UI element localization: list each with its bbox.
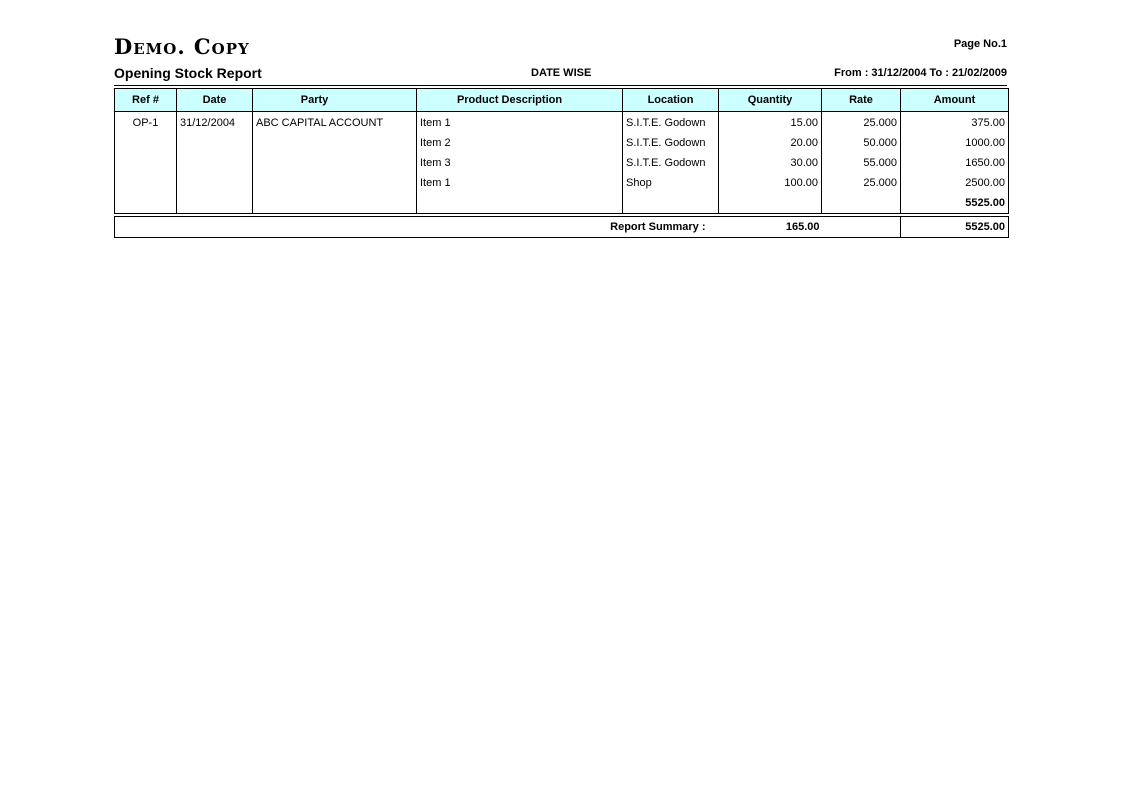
cell-ref (115, 133, 177, 153)
cell-amount: 1650.00 (901, 153, 1009, 173)
cell-party: ABC CAPITAL ACCOUNT (253, 112, 417, 134)
table-row (115, 153, 1009, 173)
cell-party (253, 173, 417, 193)
column-header-product: Product Description (417, 89, 623, 112)
demo-copy-title: Demo. Copy (114, 34, 250, 59)
cell-date (177, 153, 253, 173)
table-row (115, 112, 1009, 134)
cell-location: S.I.T.E. Godown (623, 153, 719, 173)
cell-quantity: 30.00 (719, 153, 822, 173)
cell-rate: 55.000 (822, 153, 901, 173)
cell-ref (115, 153, 177, 173)
cell-quantity: 15.00 (719, 112, 822, 134)
report-mode: DATE WISE (531, 67, 592, 79)
cell-location: S.I.T.E. Godown (623, 133, 719, 153)
table-row (115, 173, 1009, 193)
date-range: From : 31/12/2004 To : 21/02/2009 (834, 67, 1007, 79)
cell-date: 31/12/2004 (177, 112, 253, 134)
cell-ref: OP-1 (115, 112, 177, 134)
column-header-quantity: Quantity (719, 89, 822, 112)
cell-product: Item 1 (417, 112, 623, 134)
cell-location: S.I.T.E. Godown (623, 112, 719, 134)
cell-rate: 50.000 (822, 133, 901, 153)
table-row (115, 133, 1009, 153)
column-header-rate: Rate (822, 89, 901, 112)
cell-product: Item 3 (417, 153, 623, 173)
cell-rate: 25.000 (822, 112, 901, 134)
cell-date (177, 173, 253, 193)
cell-amount: 1000.00 (901, 133, 1009, 153)
report-summary-label: Report Summary : (115, 217, 720, 238)
column-header-party: Party (253, 89, 417, 112)
cell-quantity: 20.00 (719, 133, 822, 153)
cell-ref (115, 173, 177, 193)
page-number: Page No.1 (953, 38, 1007, 50)
report-title: Opening Stock Report (114, 65, 262, 81)
cell-product: Item 2 (417, 133, 623, 153)
cell-amount: 2500.00 (901, 173, 1009, 193)
cell-rate: 25.000 (822, 173, 901, 193)
column-header-ref: Ref # (115, 89, 177, 112)
stock-report-table (114, 88, 1009, 214)
report-summary-table (114, 216, 1009, 238)
group-total-row (115, 193, 1009, 214)
column-header-amount: Amount (901, 89, 1009, 112)
cell-product: Item 1 (417, 173, 623, 193)
cell-amount: 375.00 (901, 112, 1009, 134)
report-summary-row (115, 217, 1009, 238)
table-header-row (115, 89, 1009, 112)
header-divider (114, 85, 1007, 86)
cell-quantity: 100.00 (719, 173, 822, 193)
column-header-location: Location (623, 89, 719, 112)
summary-amount-total: 5525.00 (901, 217, 1009, 238)
cell-party (253, 133, 417, 153)
group-total-amount: 5525.00 (901, 193, 1009, 214)
column-header-date: Date (177, 89, 253, 112)
cell-party (253, 153, 417, 173)
cell-location: Shop (623, 173, 719, 193)
summary-quantity-total: 165.00 (720, 217, 823, 238)
cell-date (177, 133, 253, 153)
